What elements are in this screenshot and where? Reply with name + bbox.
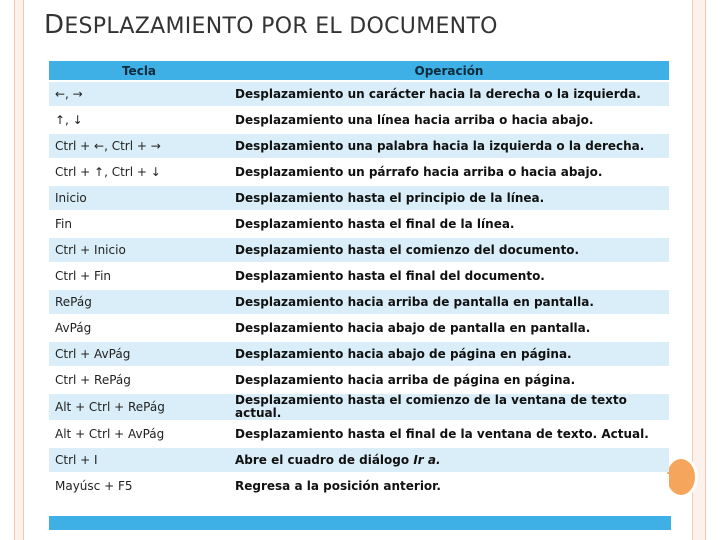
row-key: Ctrl + Fin <box>49 264 229 288</box>
table-row <box>49 108 669 132</box>
row-key: Alt + Ctrl + AvPág <box>49 422 229 446</box>
table-row <box>49 290 669 314</box>
row-operation-text: Abre el cuadro de diálogo <box>235 452 414 467</box>
slide-title <box>44 10 498 40</box>
table-row <box>49 448 669 472</box>
row-key: AvPág <box>49 316 229 340</box>
table-row <box>49 186 669 210</box>
row-operation: Desplazamiento hacia abajo de página en página. <box>229 342 669 366</box>
right-frame-bar <box>692 0 706 540</box>
row-key: Mayúsc + F5 <box>49 474 229 498</box>
row-operation: Desplazamiento una palabra hacia la izquierda o la derecha. <box>229 134 669 158</box>
row-key: Ctrl + Inicio <box>49 238 229 262</box>
row-operation: Desplazamiento un carácter hacia la derecha o la izquierda. <box>229 82 669 106</box>
table-row <box>49 264 669 288</box>
row-operation: Desplazamiento hasta el comienzo del documento. <box>229 238 669 262</box>
slide-title-rest: ESPLAZAMIENTO POR EL DOCUMENTO <box>64 14 498 39</box>
table-row <box>49 394 669 420</box>
table-row <box>49 160 669 184</box>
row-key: Ctrl + I <box>49 448 229 472</box>
table-row <box>49 316 669 340</box>
row-key: Ctrl + ↑, Ctrl + ↓ <box>49 160 229 184</box>
shortcut-table <box>49 59 669 529</box>
table-row <box>49 212 669 236</box>
row-key: Ctrl + RePág <box>49 368 229 392</box>
row-operation: Desplazamiento una línea hacia arriba o hacia abajo. <box>229 108 669 132</box>
header-operation: Operación <box>229 61 669 80</box>
row-operation: Desplazamiento un párrafo hacia arriba o hacia abajo. <box>229 160 669 184</box>
table-row <box>49 422 669 446</box>
header-key: Tecla <box>49 61 229 80</box>
row-operation-italic: Ir a. <box>413 452 441 467</box>
row-key: Alt + Ctrl + RePág <box>49 394 229 420</box>
row-key: RePág <box>49 290 229 314</box>
row-operation: Desplazamiento hasta el final de la línea. <box>229 212 669 236</box>
table-row <box>49 368 669 392</box>
row-operation: Desplazamiento hasta el principio de la línea. <box>229 186 669 210</box>
row-operation: Desplazamiento hasta el final de la ventana de texto. Actual. <box>229 422 669 446</box>
table-header-row <box>49 61 669 80</box>
row-operation: Regresa a la posición anterior. <box>229 474 669 498</box>
table-row <box>49 238 669 262</box>
row-operation: Desplazamiento hasta el final del documento. <box>229 264 669 288</box>
row-key: Ctrl + ←, Ctrl + → <box>49 134 229 158</box>
row-key: Ctrl + AvPág <box>49 342 229 366</box>
row-key: Fin <box>49 212 229 236</box>
row-operation: Desplazamiento hacia arriba de página en página. <box>229 368 669 392</box>
table-row <box>49 82 669 106</box>
slide-title-initial: D <box>44 10 65 40</box>
row-operation: Desplazamiento hacia abajo de pantalla en pantalla. <box>229 316 669 340</box>
table-bottom-bar <box>49 516 671 530</box>
row-key: ↑, ↓ <box>49 108 229 132</box>
accent-circle <box>664 456 698 498</box>
left-frame-bar <box>14 0 24 540</box>
row-key: Inicio <box>49 186 229 210</box>
table-row <box>49 342 669 366</box>
table-row <box>49 474 669 498</box>
row-operation: Desplazamiento hasta el comienzo de la ventana de texto actual. <box>229 394 669 420</box>
row-key: ←, → <box>49 82 229 106</box>
row-operation <box>229 448 669 472</box>
table-row <box>49 134 669 158</box>
row-operation: Desplazamiento hacia arriba de pantalla en pantalla. <box>229 290 669 314</box>
